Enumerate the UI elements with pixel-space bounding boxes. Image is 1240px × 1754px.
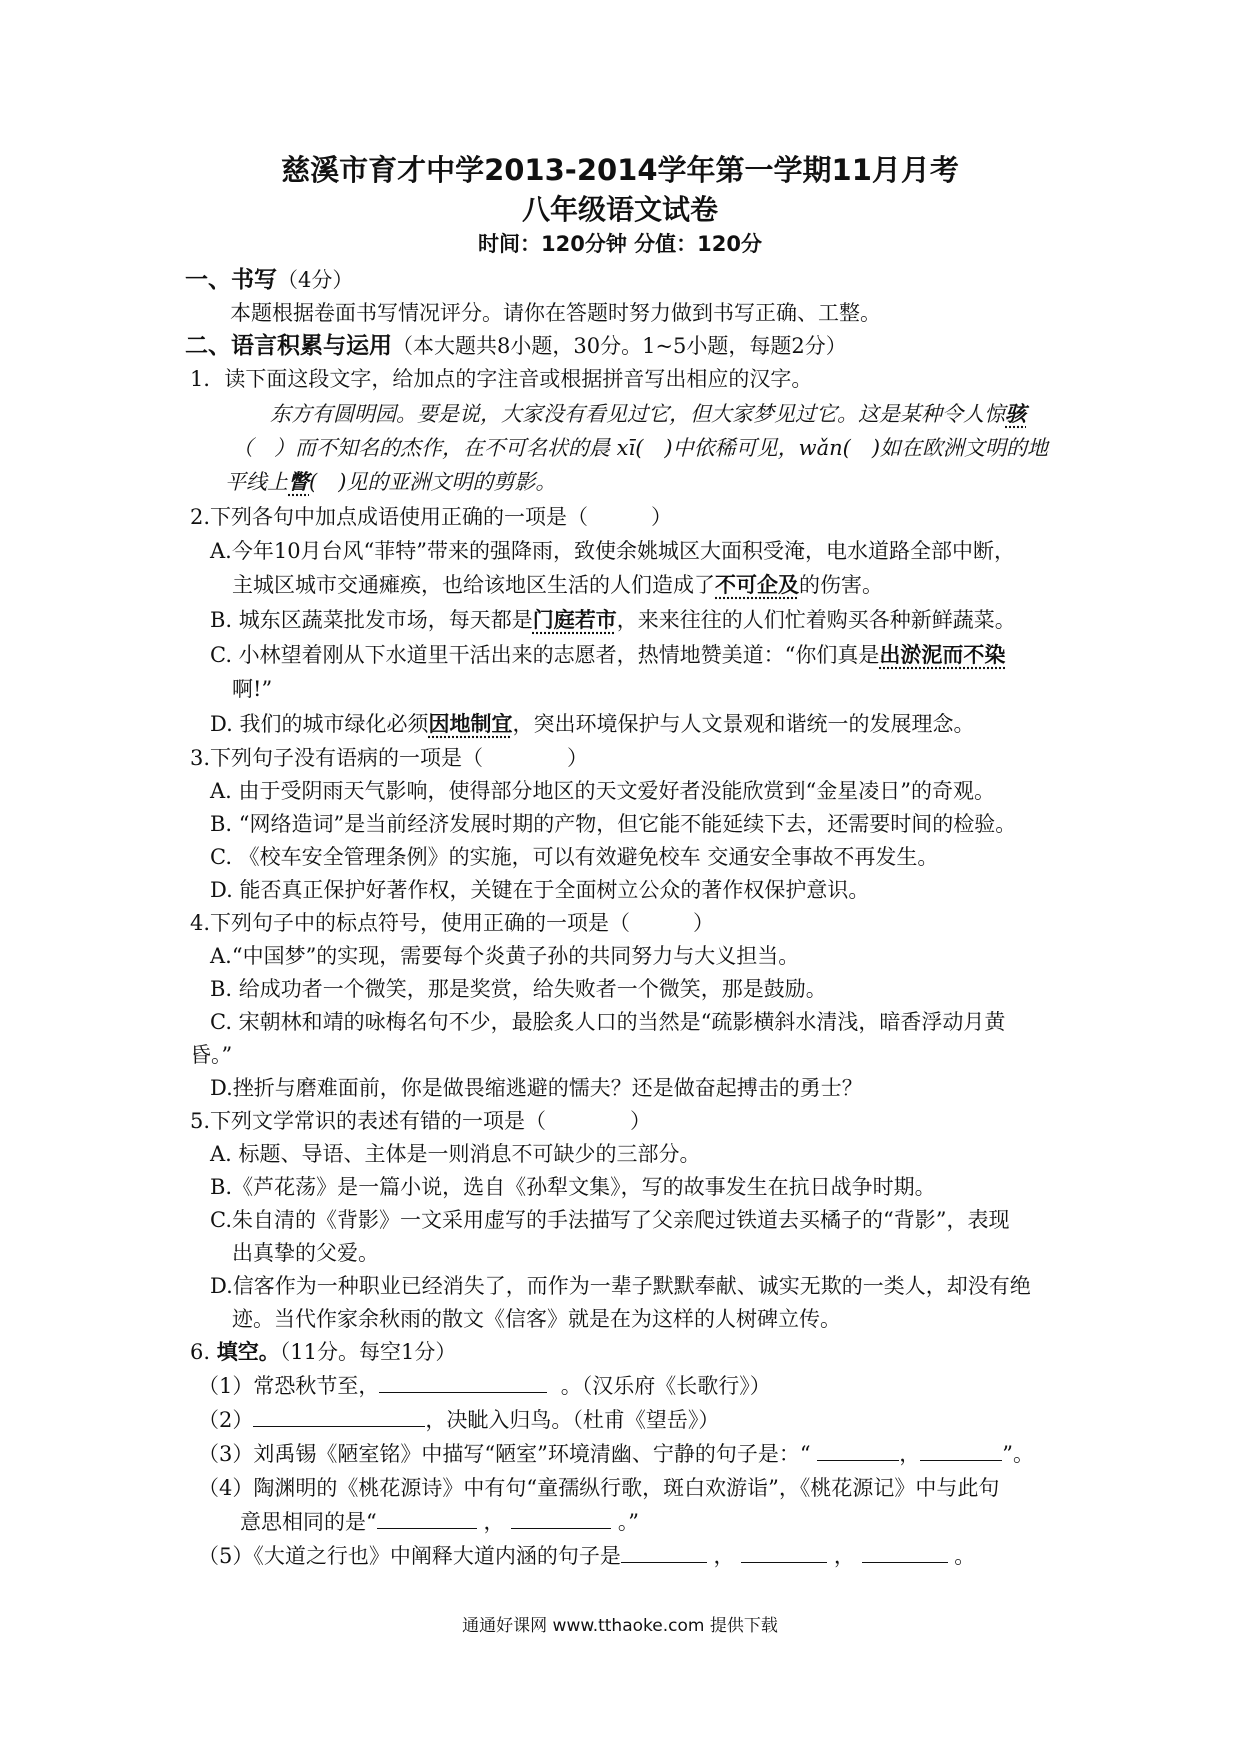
q2-option-a-line-1: A.今年10月台风“菲特”带来的强降雨，致使余姚城区大面积受淹，电水道路全部中断， (210, 539, 1016, 563)
q6-item-3-text: （3）刘禹锡《陋室铭》中描写“陋室”环境清幽、宁静的句子是：“ (198, 1442, 811, 1466)
q6-item-5 (198, 1542, 975, 1570)
exam-meta: 时间：120分钟 分值：120分 (478, 232, 762, 256)
q1-passage-line-3 (225, 468, 556, 496)
section-1-title: 一、书写 (185, 267, 277, 293)
q5-option-b: B.《芦花荡》是一篇小说，选自《孙犁文集》，写的故事发生在抗日战争时期。 (210, 1175, 936, 1199)
q6-item-2 (198, 1406, 719, 1434)
q6-label: 填空。 (216, 1340, 280, 1364)
section-1-heading (185, 266, 353, 294)
q2-option-b-text: B. 城东区蔬菜批发市场，每天都是 (210, 608, 533, 632)
q6-stem (190, 1338, 456, 1366)
q6-item-1-blank[interactable] (379, 1374, 547, 1393)
q6-number: 6. (190, 1340, 211, 1364)
q6-points: （11分。每空1分） (279, 1340, 457, 1364)
q2-option-c-text: C. 小林望着刚从下水道里干活出来的志愿者，热情地赞美道：“你们真是 (210, 643, 880, 667)
q6-item-1 (198, 1372, 771, 1400)
q4-option-d: D.挫折与磨难面前，你是做畏缩逃避的懦夫？还是做奋起搏击的勇士？ (210, 1076, 863, 1100)
q6-item-5-text: （5）《大道之行也》中阐释大道内涵的句子是 (198, 1544, 621, 1568)
q6-item-2-text: ，决眦入归鸟。（杜甫《望岳》） (425, 1408, 720, 1432)
q2-option-d-idiom: 因地制宜 (428, 712, 513, 736)
q1-passage-text: 东方有圆明园。要是说，大家没有看见过它，但大家梦见过它。这是某种令人惊 (270, 402, 1005, 426)
q1-passage-text-3c: ( )见的亚洲文明的剪影。 (309, 470, 557, 494)
q2-option-a-text: 主城区城市交通瘫痪，也给该地区生活的人们造成了 (232, 573, 715, 597)
q6-item-4-line-1: （4）陶渊明的《桃花源诗》中有句“童孺纵行歌，斑白欢游诣”，《桃花源记》中与此句 (198, 1476, 1000, 1500)
q6-item-5-comma-2: ， (833, 1544, 855, 1568)
section-2-points: （本大题共8小题，30分。1~5小题，每题2分） (392, 334, 847, 358)
q2-option-d (210, 710, 974, 738)
q3-stem: 3.下列句子没有语病的一项是（ ） (190, 746, 589, 770)
q1-stem: 1．读下面这段文字，给加点的字注音或根据拼音写出相应的汉字。 (190, 367, 813, 391)
q4-option-b: B. 给成功者一个微笑，那是奖赏，给失败者一个微笑，那是鼓励。 (210, 977, 827, 1001)
exam-title: 慈溪市育才中学2013-2014学年第一学期11月月考 (281, 153, 959, 187)
q6-item-3-comma: ， (899, 1442, 921, 1466)
q2-option-a-tail: 的伤害。 (799, 573, 883, 597)
q3-option-c: C. 《校车安全管理条例》的实施，可以有效避免校车 交通安全事故不再发生。 (210, 845, 939, 869)
q4-stem: 4.下列句子中的标点符号，使用正确的一项是（ ） (190, 911, 715, 935)
q2-option-b-tail: ，来来往往的人们忙着购买各种新鲜蔬菜。 (616, 608, 1016, 632)
q4-option-c-line-2: 昏。” (190, 1043, 233, 1067)
q2-option-a-idiom: 不可企及 (715, 573, 799, 597)
q6-item-4-blank-1[interactable] (377, 1510, 477, 1529)
section-2-title: 二、语言积累与运用 (185, 333, 392, 359)
q1-passage-line-1 (270, 400, 1026, 428)
q1-dotted-char-pie: 瞥 (288, 470, 309, 494)
section-2-heading (185, 332, 847, 360)
q5-option-c-line-1: C.朱自清的《背影》一文采用虚写的手法描写了父亲爬过铁道去买橘子的“背影”，表现 (210, 1208, 1010, 1232)
q6-item-4-line-2 (240, 1508, 639, 1536)
q2-option-d-tail: ，突出环境保护与人文景观和谐统一的发展理念。 (512, 712, 975, 736)
q6-item-5-blank-1[interactable] (621, 1544, 707, 1563)
q2-option-a-line-2 (232, 571, 883, 599)
q5-option-d-line-1: D.信客作为一种职业已经消失了，而作为一辈子默默奉献、诚实无欺的一类人，却没有绝 (210, 1274, 1031, 1298)
q1-passage-text-3a: 平线上 (225, 470, 288, 494)
q5-option-d-line-2: 迹。当代作家余秋雨的散文《信客》就是在为这样的人树碑立传。 (232, 1307, 841, 1331)
q3-option-d: D. 能否真正保护好著作权，关键在于全面树立公众的著作权保护意识。 (210, 878, 870, 902)
q2-option-c-line-1 (210, 641, 1005, 669)
exam-subtitle: 八年级语文试卷 (521, 193, 718, 226)
q5-stem: 5.下列文学常识的表述有错的一项是（ ） (190, 1109, 652, 1133)
q2-option-c-line-2: 啊!” (232, 677, 273, 701)
q6-item-5-end: 。 (954, 1544, 976, 1568)
q6-item-3 (198, 1440, 1034, 1468)
q6-item-3-end: ”。 (1002, 1442, 1035, 1466)
q6-item-4-comma: ， (483, 1510, 505, 1534)
q2-option-d-text: D. 我们的城市绿化必须 (210, 712, 429, 736)
q3-option-a: A. 由于受阴雨天气影响，使得部分地区的天文爱好者没能欣赏到“金星凌日”的奇观。 (210, 779, 995, 803)
section-1-text: 本题根据卷面书写情况评分。请你在答题时努力做到书写正确、工整。 (230, 301, 881, 325)
q1-passage-line-2: （ ）而不知名的杰作，在不可名状的晨 xī( )中依稀可见，wǎn( )如在欧洲文明的地 (232, 436, 1049, 460)
footer-source: 通通好课网 www.tthaoke.com 提供下载 (462, 1616, 778, 1636)
q6-item-3-blank-1[interactable] (817, 1442, 899, 1461)
q3-option-b: B. “网络造词”是当前经济发展时期的产物，但它能不能延续下去，还需要时间的检验。 (210, 812, 1017, 836)
q2-option-b (210, 606, 1016, 634)
q1-dotted-char-hai: 骇 (1005, 402, 1026, 426)
q2-stem: 2.下列各句中加点成语使用正确的一项是（ ） (190, 505, 673, 529)
q6-item-4-end: 。” (617, 1510, 640, 1534)
q4-option-a: A.“中国梦”的实现，需要每个炎黄子孙的共同努力与大义担当。 (210, 944, 800, 968)
q6-item-1-text: （1）常恐秋节至， (198, 1374, 380, 1398)
q6-item-3-blank-2[interactable] (920, 1442, 1002, 1461)
q6-item-5-blank-3[interactable] (862, 1544, 948, 1563)
q2-option-b-idiom: 门庭若市 (532, 608, 617, 632)
q5-option-c-line-2: 出真挚的父爱。 (232, 1241, 379, 1265)
q4-option-c-line-1: C. 宋朝林和靖的咏梅名句不少，最脍炙人口的当然是“疏影横斜水清浅，暗香浮动月黄 (210, 1010, 1006, 1034)
q5-option-a: A. 标题、导语、主体是一则消息不可缺少的三部分。 (210, 1142, 701, 1166)
q6-item-5-blank-2[interactable] (741, 1544, 827, 1563)
q2-option-c-idiom: 出淤泥而不染 (879, 643, 1006, 667)
q6-item-4-text: 意思相同的是“ (240, 1510, 377, 1534)
q6-item-4-blank-2[interactable] (511, 1510, 611, 1529)
q6-item-1-source: 。（汉乐府《长歌行》） (560, 1374, 771, 1398)
section-1-points: （4分） (277, 268, 354, 292)
q6-item-2-blank[interactable] (253, 1408, 425, 1427)
q6-item-5-comma-1: ， (713, 1544, 735, 1568)
q6-item-2-num: （2） (198, 1408, 254, 1432)
